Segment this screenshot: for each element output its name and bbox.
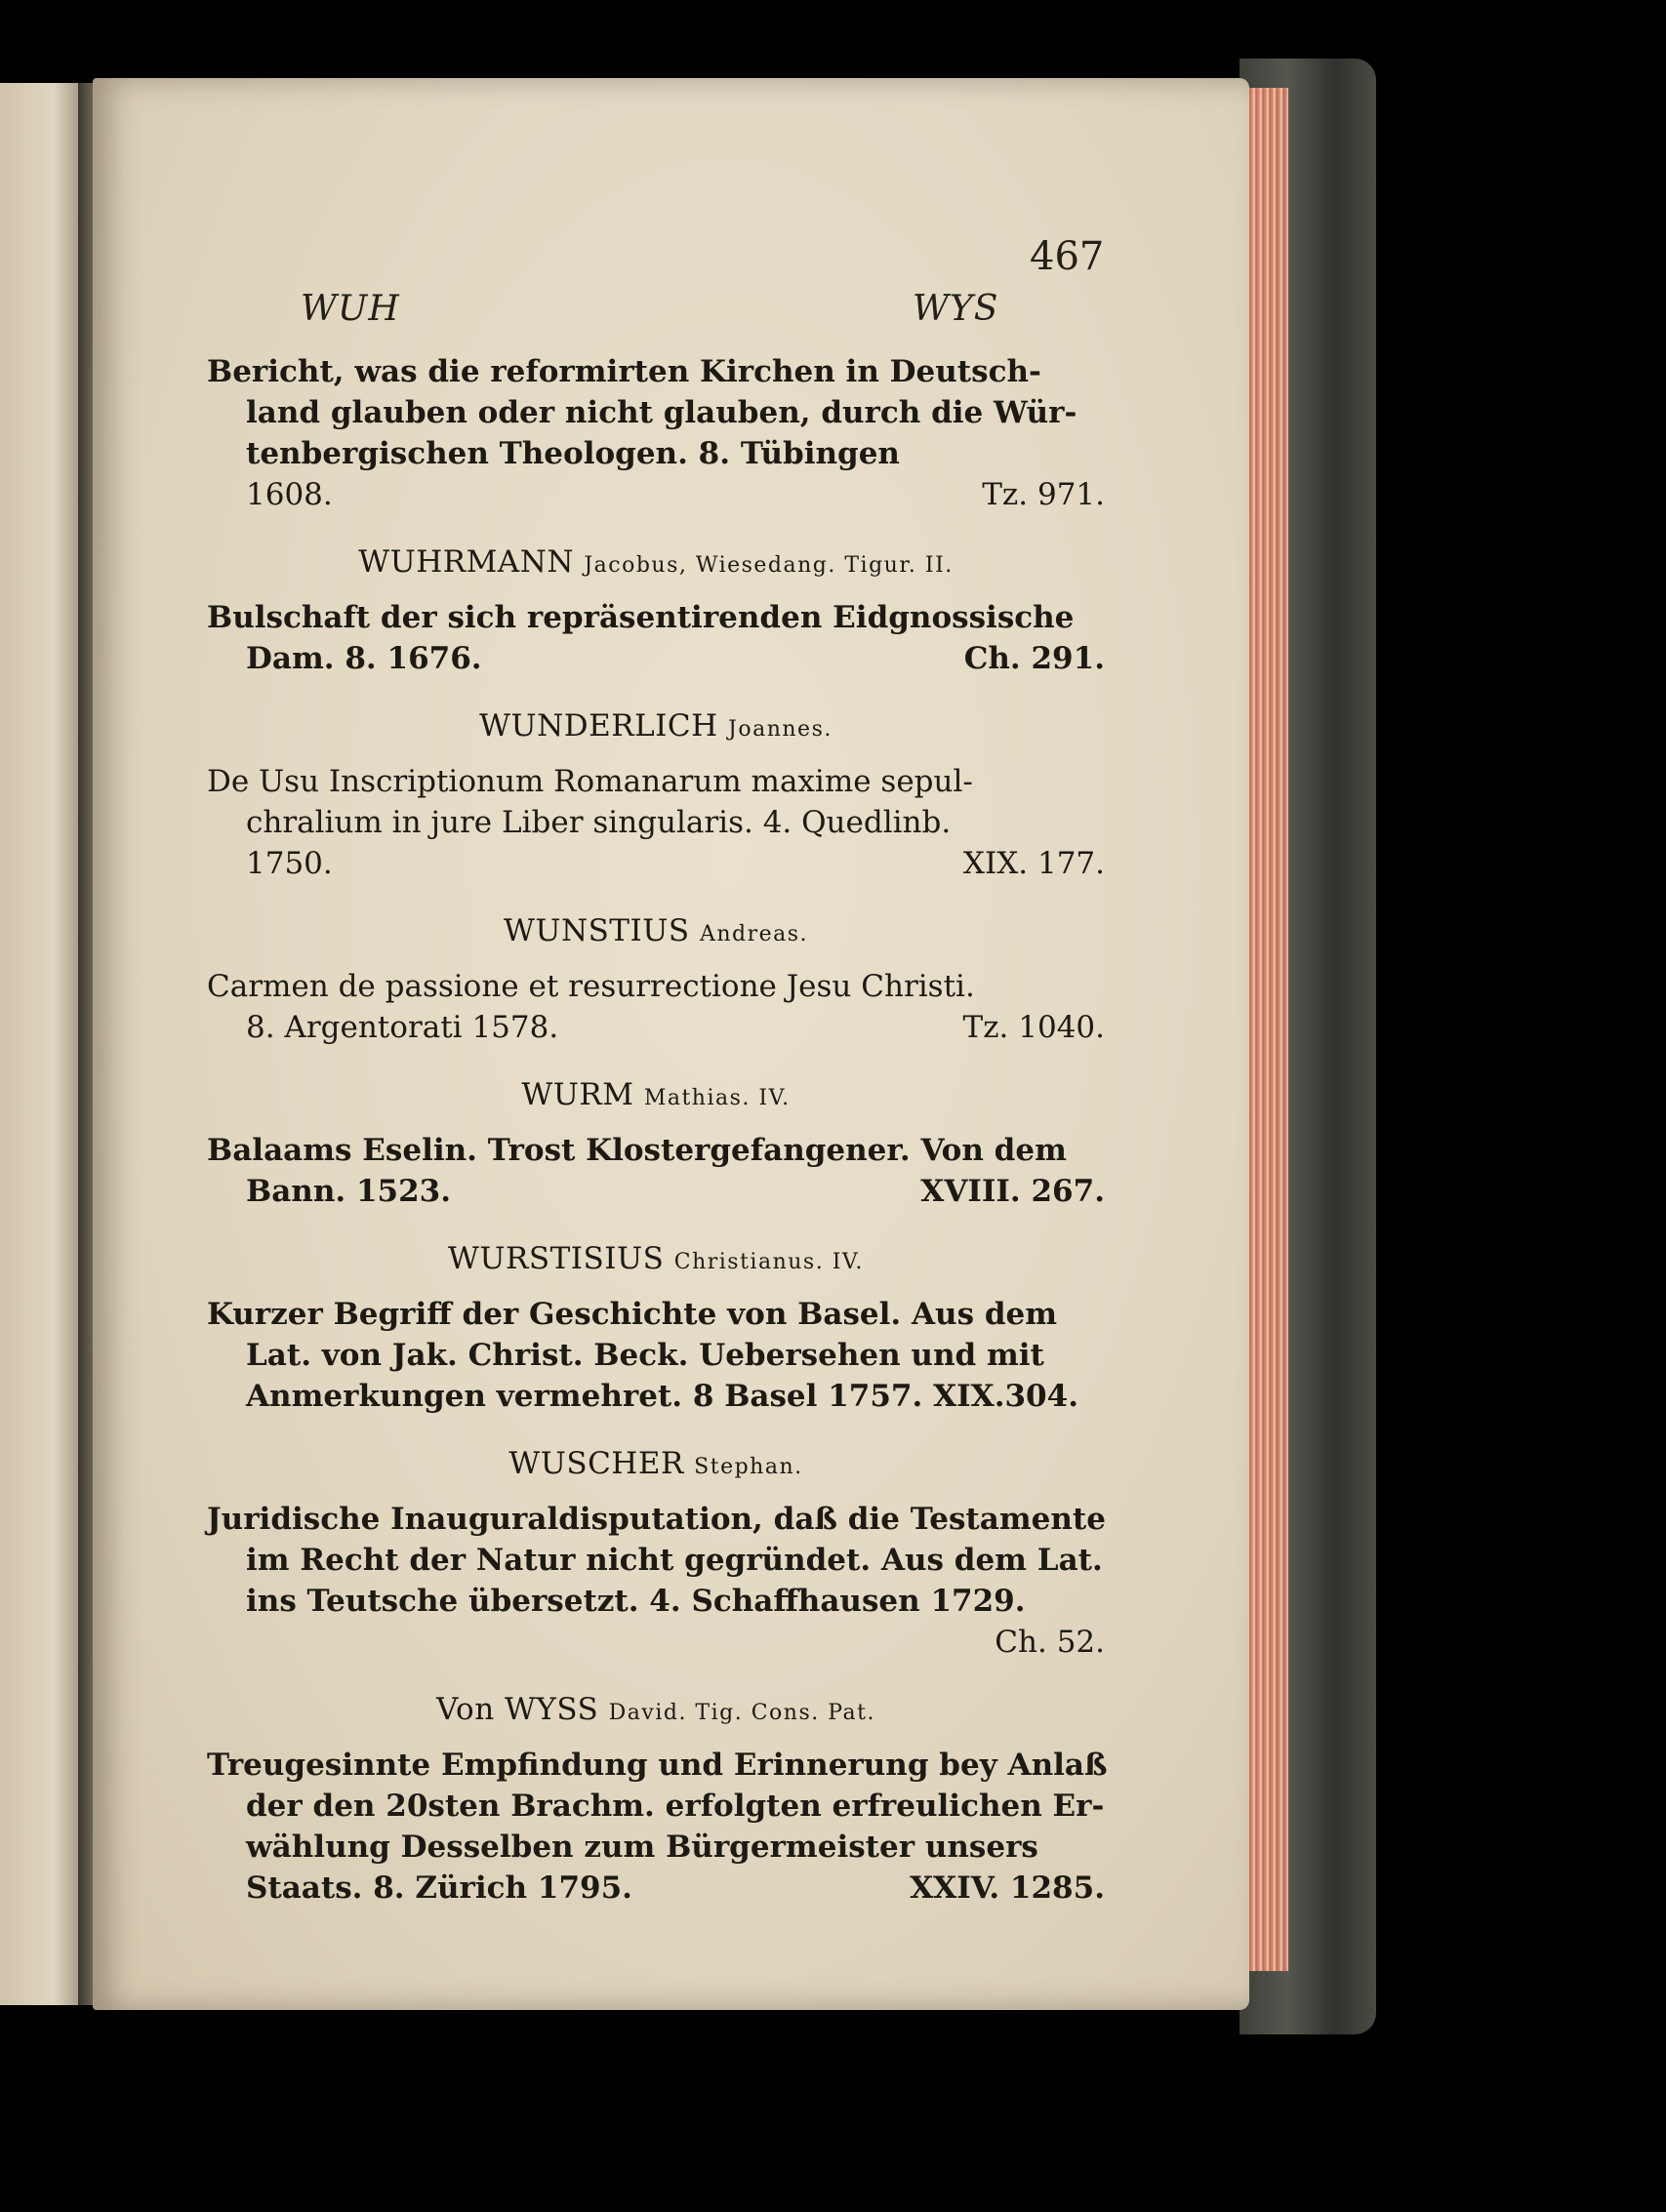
- entry-line: [207, 1294, 1105, 1335]
- line-text: Bulschaft der sich repräsentirenden Eidgnossische: [207, 600, 1075, 635]
- bibliography-entry: [207, 706, 1105, 884]
- line-text: Bann. 1523.: [246, 1174, 452, 1209]
- author-heading: [207, 911, 1105, 954]
- line-text: Balaams Eselin. Trost Klostergefangener. Von dem: [207, 1133, 1067, 1168]
- line-text: der den 20sten Brachm. erfolgten erfreulichen Er-: [246, 1789, 1105, 1824]
- line-text: 1608.: [246, 477, 333, 512]
- line-text: Juridische Inauguraldisputation, daß die Testamente: [207, 1502, 1106, 1537]
- line-text: Lat. von Jak. Christ. Beck. Uebersehen und mit: [246, 1338, 1044, 1373]
- author-name: WUSCHER: [508, 1446, 684, 1481]
- entry-line: [207, 802, 1105, 843]
- entry-line: [207, 351, 1105, 392]
- author-details: Joannes.: [728, 717, 833, 742]
- reference-code: XXIV. 1285.: [910, 1870, 1105, 1906]
- author-name: WURSTISIUS: [448, 1241, 665, 1276]
- line-text: land glauben oder nicht glauben, durch die Wür-: [246, 395, 1077, 430]
- author-details: Stephan.: [694, 1455, 803, 1479]
- entry-line: [207, 1786, 1105, 1827]
- author-details: Mathias. IV.: [643, 1086, 791, 1110]
- entry-line: [207, 1335, 1105, 1376]
- line-text: Anmerkungen vermehret. 8 Basel 1757. XIX.304.: [246, 1379, 1078, 1414]
- reference-code: Tz. 971.: [982, 477, 1105, 512]
- author-name: WUNDERLICH: [479, 708, 718, 744]
- entry-line: [207, 1581, 1105, 1622]
- author-heading: [207, 1075, 1105, 1118]
- author-name: WUNSTIUS: [503, 913, 690, 948]
- reference-code: XVIII. 267.: [920, 1174, 1105, 1209]
- author-details: Christianus. IV.: [673, 1250, 864, 1274]
- entry-line: [207, 966, 1105, 1007]
- entry-line: [207, 1130, 1105, 1171]
- entry-line: [207, 433, 1105, 474]
- line-text: Staats. 8. Zürich 1795.: [246, 1870, 632, 1906]
- bibliography-entry: [207, 1444, 1105, 1663]
- entry-line: [207, 474, 1105, 515]
- author-details: David. Tig. Cons. Pat.: [608, 1701, 875, 1725]
- author-name: WUHRMANN: [358, 544, 574, 580]
- entry-line: [207, 1745, 1108, 1786]
- author-details: Jacobus, Wiesedang. Tigur. II.: [584, 553, 954, 578]
- page-number: 467: [1030, 234, 1105, 279]
- running-head-right: WYS: [913, 289, 999, 329]
- author-name: Von WYSS: [436, 1692, 599, 1727]
- reference-code: Tz. 1040.: [962, 1010, 1105, 1045]
- entry-line: [207, 1868, 1105, 1909]
- line-text: 1750.: [246, 846, 333, 881]
- bibliography-entry: [207, 1075, 1105, 1212]
- entry-line: [207, 1007, 1105, 1048]
- line-text: Treugesinnte Empfindung und Erinnerung bey Anlaß: [207, 1748, 1108, 1783]
- author-heading: [207, 1690, 1105, 1733]
- line-text: im Recht der Natur nicht gegründet. Aus dem Lat.: [246, 1543, 1103, 1578]
- entry-line: [207, 597, 1105, 638]
- entry-line: [207, 1499, 1105, 1540]
- entry-line: [207, 1827, 1105, 1868]
- author-heading: [207, 543, 1105, 585]
- line-text: Bericht, was die reformirten Kirchen in Deutsch-: [207, 354, 1041, 389]
- line-text: 8. Argentorati 1578.: [246, 1010, 559, 1045]
- bibliography-entry: [207, 351, 1105, 515]
- left-page-edge: [0, 83, 90, 2005]
- entry-line: [207, 843, 1105, 884]
- reference-code: XIX. 177.: [962, 846, 1105, 881]
- line-text: Carmen de passione et resurrectione Jesu Christi.: [207, 969, 975, 1004]
- entry-line: [207, 1376, 1105, 1417]
- author-details: Andreas.: [699, 922, 809, 946]
- entry-line: [207, 1540, 1105, 1581]
- entry-line: [207, 638, 1105, 679]
- author-name: WURM: [521, 1077, 634, 1112]
- entry-line: [207, 392, 1105, 433]
- line-text: tenbergischen Theologen. 8. Tübingen: [246, 436, 900, 471]
- page-content: [207, 351, 1108, 1936]
- entry-line: [207, 761, 1105, 802]
- entry-line: [207, 1622, 1105, 1663]
- author-heading: [207, 706, 1105, 749]
- bibliography-entry: [207, 1239, 1105, 1417]
- author-heading: [207, 1444, 1105, 1487]
- line-text: De Usu Inscriptionum Romanarum maxime sepul-: [207, 764, 973, 799]
- line-text: ins Teutsche übersetzt. 4. Schaffhausen 1729.: [246, 1584, 1026, 1619]
- bibliography-entry: [207, 543, 1105, 679]
- line-text: Dam. 8. 1676.: [246, 641, 482, 676]
- line-text: chralium in jure Liber singularis. 4. Quedlinb.: [246, 805, 952, 840]
- entry-line: [207, 1171, 1105, 1212]
- line-text: wählung Desselben zum Bürgermeister unsers: [246, 1830, 1038, 1865]
- line-text: Kurzer Begriff der Geschichte von Basel. Aus dem: [207, 1297, 1058, 1332]
- bibliography-entry: [207, 1690, 1108, 1909]
- author-heading: [207, 1239, 1105, 1282]
- reference-code: Ch. 52.: [995, 1625, 1105, 1660]
- reference-code: Ch. 291.: [963, 641, 1105, 676]
- running-head-left: WUH: [301, 289, 400, 329]
- bibliography-entry: [207, 911, 1105, 1048]
